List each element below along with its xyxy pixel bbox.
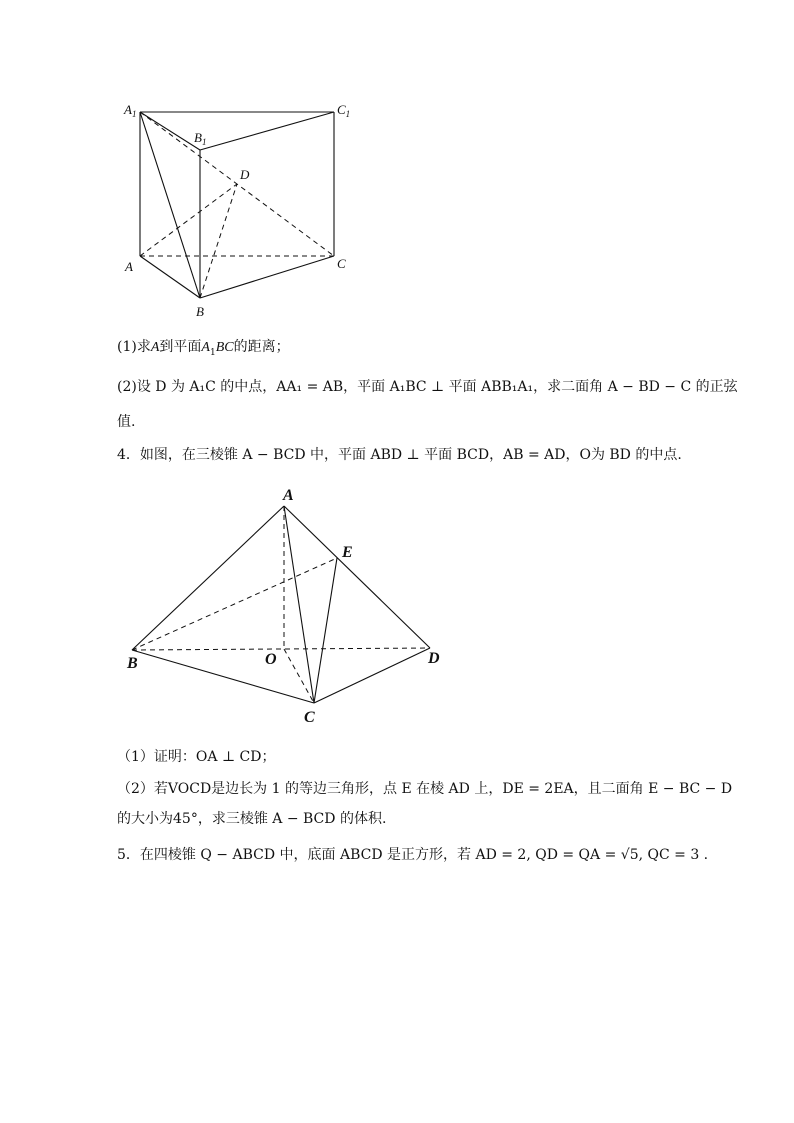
edge-c-d — [314, 648, 430, 703]
label-c: C — [304, 709, 315, 726]
label-c1: $C_1$ — [337, 102, 351, 119]
edge-a-c — [284, 506, 314, 703]
problem5-stem: 5．在四棱锥 Q − ABCD 中，底面 ABCD 是正方形，若 AD = 2, QD = QA = √5, QC = 3 . — [117, 847, 709, 863]
edge-a1-b — [140, 112, 200, 298]
label-a: A — [283, 487, 294, 504]
problem4-q2-line1: （2）若VOCD是边长为 1 的等边三角形，点 E 在棱 AD 上，DE = 2EA，且二面角 E − BC − D — [117, 781, 733, 797]
edge-b1-c1 — [200, 112, 334, 150]
label-d: D — [428, 650, 440, 667]
problem4-q2-line2: 的大小为45°，求三棱锥 A − BCD 的体积. — [117, 811, 387, 827]
label-b: B — [196, 304, 204, 319]
label-a1: $A_1$ — [124, 102, 137, 119]
prism-figure — [0, 0, 794, 330]
label-e: E — [342, 544, 353, 561]
dashed-o-c — [284, 649, 314, 703]
label-b: B — [127, 655, 138, 672]
dashed-b-d — [132, 648, 430, 650]
edge-a-d — [284, 506, 430, 648]
edge-b-c — [200, 256, 334, 298]
label-b1: $B_1$ — [194, 130, 207, 147]
problem3-q1: (1)求A到平面$A_1BC$的距离； — [117, 339, 290, 358]
label-o: O — [265, 651, 277, 668]
edge-a-b — [140, 256, 200, 298]
dashed-a-d — [140, 184, 237, 256]
edge-a-b — [132, 506, 284, 650]
edge-a1-b1 — [140, 112, 200, 150]
label-a: A — [125, 259, 133, 274]
dashed-b-e — [132, 558, 337, 650]
dashed-b-d — [200, 184, 237, 298]
problem3-q2-line1: (2)设 D 为 A₁C 的中点，AA₁ = AB，平面 A₁BC ⊥ 平面 ABB₁A₁，求二面角 A − BD − C 的正弦 — [117, 379, 738, 395]
label-d: D — [240, 167, 250, 182]
edge-e-c — [314, 558, 337, 703]
problem4-q1: （1）证明：OA ⊥ CD； — [117, 749, 276, 765]
label-c: C — [337, 256, 346, 271]
problem4-stem: 4．如图，在三棱锥 A − BCD 中，平面 ABD ⊥ 平面 BCD，AB = AD，O为 BD 的中点. — [117, 447, 682, 463]
problem3-q2-line2: 值. — [117, 414, 136, 430]
edge-b-c — [132, 650, 314, 703]
